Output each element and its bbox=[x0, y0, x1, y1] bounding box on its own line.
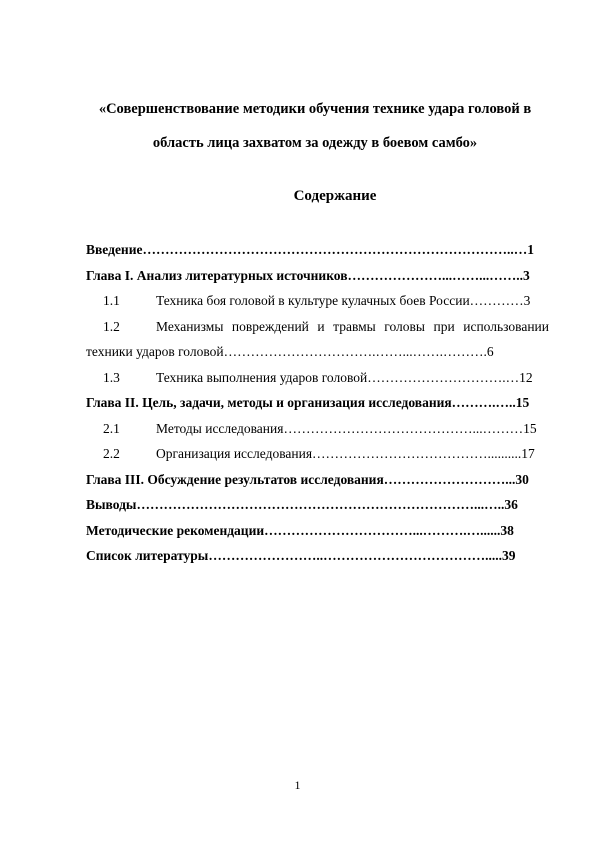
toc-entry-recommendations: Методические рекомендации……………………………...……….…......38 bbox=[86, 522, 514, 538]
toc-entry-section-1-3 bbox=[86, 370, 549, 396]
document-title-line-2: область лица захватом за одежду в боевом самбо» bbox=[152, 135, 478, 151]
section-number: 2.2 bbox=[103, 446, 120, 461]
section-number: 1.3 bbox=[103, 369, 120, 385]
toc-entry-section-2-2 bbox=[86, 446, 549, 472]
section-title: Техника боя головой в культуре кулачных боев России…………3 bbox=[156, 293, 531, 308]
toc-entry-section-1-1 bbox=[86, 293, 549, 319]
toc-heading: Содержание bbox=[293, 188, 377, 204]
section-number: 1.2 bbox=[103, 318, 120, 334]
toc-entry-chapter-3: Глава III. Обсуждение результатов исследования………………………...30 bbox=[86, 471, 529, 487]
section-title: Механизмы повреждений и травмы головы при использовании bbox=[156, 318, 549, 334]
section-number: 1.1 bbox=[103, 293, 120, 308]
page-number: 1 bbox=[294, 778, 301, 792]
document-title-line-1: «Совершенствование методики обучения технике удара головой в bbox=[98, 101, 532, 117]
section-title: Организация исследования…………………………………..........17 bbox=[156, 446, 535, 461]
section-number: 2.1 bbox=[103, 420, 120, 436]
toc-entry-introduction: Введение………………………………………………………………………..…1 bbox=[86, 242, 534, 257]
section-title: Техника выполнения ударов головой………………………….…12 bbox=[156, 369, 533, 385]
toc-entry-chapter-1: Глава I. Анализ литературных источников…………………...……...……..3 bbox=[86, 267, 530, 283]
toc-entry-chapter-2: Глава II. Цель, задачи, методы и организация исследования……….…..15 bbox=[86, 395, 530, 410]
document-title bbox=[80, 92, 550, 160]
toc-entry-section-2-1 bbox=[86, 421, 549, 447]
toc-entry-section-1-2 bbox=[86, 319, 549, 345]
toc-entry-references: Список литературы……………………..……………………………….....39 bbox=[86, 548, 516, 563]
toc-entry-section-1-2-continued: техники ударов головой…………………………….……...…….……….6 bbox=[86, 344, 494, 359]
table-of-contents bbox=[86, 242, 549, 574]
section-title: Методы исследования……………………………………...………15 bbox=[156, 420, 537, 436]
toc-entry-conclusions: Выводы…………………………………………………………………...…..36 bbox=[86, 497, 518, 512]
